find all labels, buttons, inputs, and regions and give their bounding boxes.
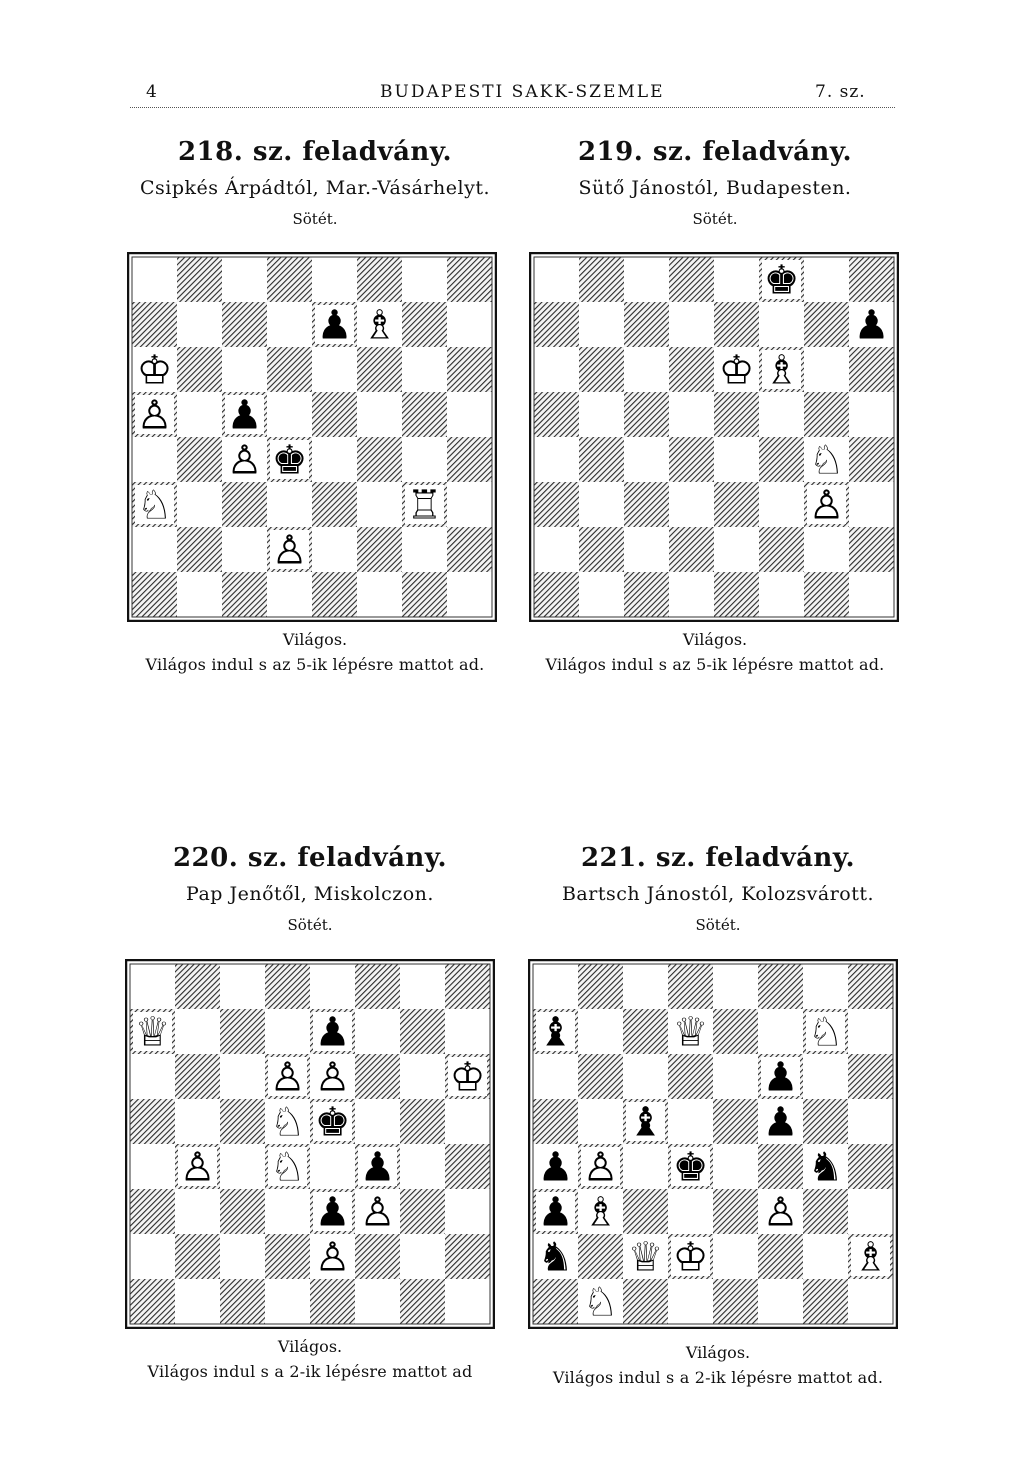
- dark-square: [220, 1099, 265, 1144]
- dark-square: [579, 527, 624, 572]
- dark-square: [447, 257, 492, 302]
- problem-218-footer: [125, 630, 505, 676]
- dark-square: [804, 572, 849, 617]
- dark-square: [130, 1099, 175, 1144]
- dark-square: [402, 392, 447, 437]
- dark-square: [177, 527, 222, 572]
- black-pawn-icon: ♟: [762, 1054, 799, 1101]
- dark-square: [132, 572, 177, 617]
- board-svg: [528, 959, 898, 1329]
- dark-square: [400, 1279, 445, 1324]
- dark-square: [267, 347, 312, 392]
- dark-square: [175, 1234, 220, 1279]
- dark-square: [804, 392, 849, 437]
- dark-square: [310, 1279, 355, 1324]
- dark-square: [849, 347, 894, 392]
- dark-square: [222, 572, 267, 617]
- dark-square: [803, 1189, 848, 1234]
- problem-218-header: [125, 137, 505, 229]
- dark-square: [848, 1054, 893, 1099]
- dark-square: [177, 347, 222, 392]
- dark-square: [357, 527, 402, 572]
- white-knight-icon: ♘: [808, 437, 845, 484]
- dark-square: [713, 1189, 758, 1234]
- problem-title: 219. sz. feladvány.: [577, 137, 853, 167]
- dark-square: [534, 572, 579, 617]
- dark-square: [759, 437, 804, 482]
- problem-221-header: [528, 843, 908, 935]
- white-pawn-icon: ♙: [226, 437, 263, 484]
- white-king-icon: ♔: [672, 1234, 709, 1281]
- dark-square: [623, 1279, 668, 1324]
- white-knight-icon: ♘: [582, 1279, 619, 1326]
- dark-square: [848, 1144, 893, 1189]
- dark-square: [624, 572, 669, 617]
- white-pawn-icon: ♙: [136, 392, 173, 439]
- white-knight-icon: ♘: [136, 482, 173, 529]
- black-pawn-icon: ♟: [537, 1189, 574, 1236]
- white-pawn-icon: ♙: [808, 482, 845, 529]
- header-rule: [130, 107, 895, 108]
- dark-square: [849, 257, 894, 302]
- white-label: Világos.: [277, 1337, 343, 1356]
- dark-square: [669, 437, 714, 482]
- black-king-icon: ♚: [314, 1099, 351, 1146]
- dark-square: [669, 257, 714, 302]
- chess-board-221: [528, 959, 898, 1329]
- black-knight-icon: ♞: [537, 1234, 574, 1281]
- page-number: 4: [146, 82, 158, 102]
- problem-author: Bartsch Jánostól, Kolozsvárott.: [561, 883, 875, 905]
- dark-square: [447, 527, 492, 572]
- white-king-icon: ♔: [718, 347, 755, 394]
- dark-square: [624, 392, 669, 437]
- dark-square: [177, 257, 222, 302]
- dark-square: [803, 1099, 848, 1144]
- board-svg: [125, 959, 495, 1329]
- problem-title: 221. sz. feladvány.: [580, 843, 856, 873]
- dark-square: [713, 1099, 758, 1144]
- problem-221-footer: [528, 1343, 908, 1389]
- white-queen-icon: ♕: [672, 1009, 709, 1056]
- dark-square: [402, 572, 447, 617]
- white-bishop-icon: ♗: [361, 302, 398, 349]
- black-pawn-icon: ♟: [537, 1144, 574, 1191]
- white-knight-icon: ♘: [807, 1009, 844, 1056]
- black-king-icon: ♚: [271, 437, 308, 484]
- dark-square: [668, 1054, 713, 1099]
- dark-square: [668, 964, 713, 1009]
- black-pawn-icon: ♟: [359, 1144, 396, 1191]
- dark-square: [533, 1099, 578, 1144]
- dark-square: [848, 964, 893, 1009]
- black-knight-icon: ♞: [807, 1144, 844, 1191]
- dark-square: [579, 437, 624, 482]
- dark-square: [624, 302, 669, 347]
- dark-square: [578, 1234, 623, 1279]
- chess-board-219: [529, 252, 899, 622]
- dark-square: [579, 347, 624, 392]
- dark-square: [445, 1144, 490, 1189]
- dark-square: [130, 1189, 175, 1234]
- dark-square: [713, 1009, 758, 1054]
- dark-square: [714, 392, 759, 437]
- dark-square: [220, 1279, 265, 1324]
- dark-square: [400, 1009, 445, 1054]
- problem-220-header: [120, 843, 500, 935]
- dark-square: [222, 482, 267, 527]
- chess-board-218: [127, 252, 497, 622]
- white-label: Világos.: [685, 1343, 751, 1362]
- problem-condition: Világos indul s a 2-ik lépésre mattot ad: [147, 1362, 473, 1381]
- dark-square: [447, 347, 492, 392]
- black-pawn-icon: ♟: [314, 1009, 351, 1056]
- white-bishop-icon: ♗: [763, 347, 800, 394]
- chess-board-220: [125, 959, 495, 1329]
- white-bishop-icon: ♗: [582, 1189, 619, 1236]
- dark-square: [132, 302, 177, 347]
- dark-square: [534, 302, 579, 347]
- dark-square: [534, 392, 579, 437]
- black-bishop-icon: ♝: [627, 1099, 664, 1146]
- dark-square: [714, 572, 759, 617]
- white-bishop-icon: ♗: [852, 1234, 889, 1281]
- white-king-icon: ♔: [449, 1054, 486, 1101]
- dark-square: [265, 1234, 310, 1279]
- black-bishop-icon: ♝: [537, 1009, 574, 1056]
- problem-title: 218. sz. feladvány.: [177, 137, 453, 167]
- dark-square: [400, 1189, 445, 1234]
- white-pawn-icon: ♙: [179, 1144, 216, 1191]
- white-pawn-icon: ♙: [762, 1189, 799, 1236]
- white-label: Világos.: [282, 630, 348, 649]
- dark-square: [669, 347, 714, 392]
- dark-square: [357, 257, 402, 302]
- dark-square: [578, 964, 623, 1009]
- dark-square: [714, 302, 759, 347]
- dark-square: [312, 482, 357, 527]
- dark-square: [758, 964, 803, 1009]
- dark-square: [623, 1189, 668, 1234]
- dark-square: [445, 964, 490, 1009]
- dark-square: [849, 527, 894, 572]
- dark-square: [714, 482, 759, 527]
- white-king-icon: ♔: [136, 347, 173, 394]
- problem-author: Sütő Jánostól, Budapesten.: [578, 177, 852, 199]
- dark-square: [579, 257, 624, 302]
- white-pawn-icon: ♙: [582, 1144, 619, 1191]
- dark-square: [669, 527, 714, 572]
- dark-square: [849, 437, 894, 482]
- black-pawn-icon: ♟: [314, 1189, 351, 1236]
- dark-square: [357, 347, 402, 392]
- dark-square: [534, 482, 579, 527]
- dark-square: [267, 257, 312, 302]
- white-pawn-icon: ♙: [271, 527, 308, 574]
- white-knight-icon: ♘: [269, 1144, 306, 1191]
- dark-square: [265, 964, 310, 1009]
- board-svg: [529, 252, 899, 622]
- dark-square: [220, 1009, 265, 1054]
- dark-square: [355, 964, 400, 1009]
- dark-square: [713, 1279, 758, 1324]
- white-pawn-icon: ♙: [269, 1054, 306, 1101]
- black-label: Sötét.: [695, 916, 741, 934]
- white-label: Világos.: [682, 630, 748, 649]
- dark-square: [130, 1279, 175, 1324]
- black-label: Sötét.: [292, 210, 338, 228]
- problem-author: Csipkés Árpádtól, Mar.-Vásárhelyt.: [139, 177, 491, 199]
- white-queen-icon: ♕: [627, 1234, 664, 1281]
- dark-square: [355, 1054, 400, 1099]
- black-king-icon: ♚: [672, 1144, 709, 1191]
- white-queen-icon: ♕: [134, 1009, 171, 1056]
- black-king-icon: ♚: [763, 257, 800, 304]
- dark-square: [400, 1099, 445, 1144]
- dark-square: [578, 1054, 623, 1099]
- problem-219-header: [525, 137, 905, 229]
- problem-condition: Világos indul s az 5-ik lépésre mattot ad.: [145, 655, 485, 674]
- dark-square: [175, 1054, 220, 1099]
- black-pawn-icon: ♟: [226, 392, 263, 439]
- dark-square: [220, 1189, 265, 1234]
- white-rook-icon: ♖: [406, 482, 443, 529]
- dark-square: [803, 1279, 848, 1324]
- problem-title: 220. sz. feladvány.: [172, 843, 448, 873]
- issue-number: 7. sz.: [815, 82, 866, 102]
- black-label: Sötét.: [287, 916, 333, 934]
- dark-square: [623, 1009, 668, 1054]
- problem-condition: Világos indul s a 2-ik lépésre mattot ad.: [552, 1368, 884, 1387]
- white-knight-icon: ♘: [269, 1099, 306, 1146]
- white-pawn-icon: ♙: [359, 1189, 396, 1236]
- problem-219-footer: [525, 630, 905, 676]
- white-pawn-icon: ♙: [314, 1234, 351, 1281]
- dark-square: [175, 964, 220, 1009]
- black-pawn-icon: ♟: [762, 1099, 799, 1146]
- dark-square: [222, 302, 267, 347]
- problem-condition: Világos indul s az 5-ik lépésre mattot ad.: [545, 655, 885, 674]
- white-pawn-icon: ♙: [314, 1054, 351, 1101]
- journal-title: BUDAPESTI SAKK-SZEMLE: [380, 82, 665, 102]
- dark-square: [447, 437, 492, 482]
- dark-square: [402, 302, 447, 347]
- problem-author: Pap Jenőtől, Miskolczon.: [186, 883, 434, 905]
- dark-square: [445, 1234, 490, 1279]
- dark-square: [177, 437, 222, 482]
- dark-square: [758, 1234, 803, 1279]
- black-pawn-icon: ♟: [853, 302, 890, 349]
- dark-square: [355, 1234, 400, 1279]
- board-svg: [127, 252, 497, 622]
- dark-square: [804, 302, 849, 347]
- dark-square: [758, 1144, 803, 1189]
- dark-square: [357, 437, 402, 482]
- black-label: Sötét.: [692, 210, 738, 228]
- dark-square: [533, 1279, 578, 1324]
- dark-square: [312, 572, 357, 617]
- dark-square: [312, 392, 357, 437]
- problem-220-footer: [120, 1337, 500, 1383]
- dark-square: [624, 482, 669, 527]
- black-pawn-icon: ♟: [316, 302, 353, 349]
- dark-square: [759, 527, 804, 572]
